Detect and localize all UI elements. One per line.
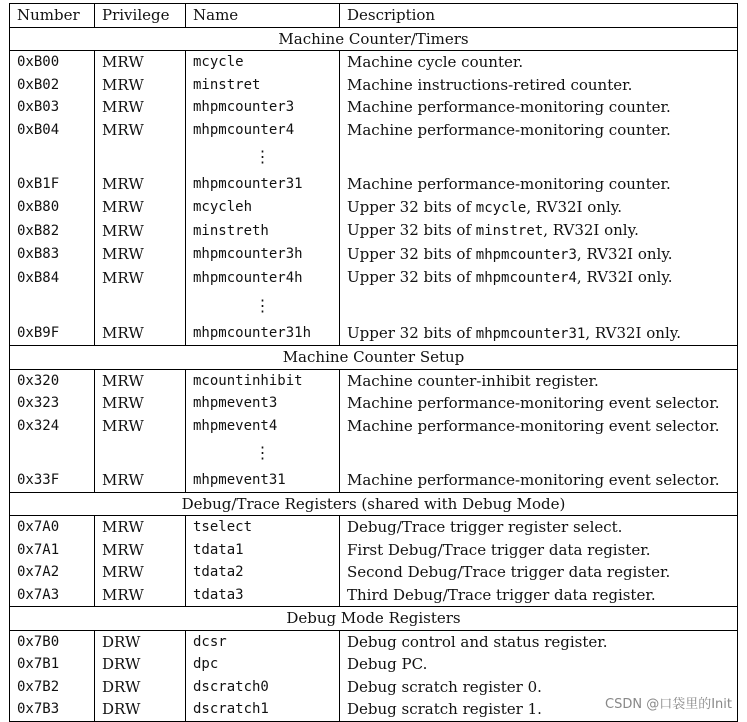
cell-description: Debug PC. xyxy=(340,653,738,676)
cell-name: dcsr xyxy=(186,630,340,653)
cell-name: dscratch0 xyxy=(186,676,340,699)
cell-name: mhpmcounter31h xyxy=(186,322,340,346)
cell-number: 0x7A0 xyxy=(10,516,95,539)
ellipsis-row xyxy=(10,437,738,469)
cell-number: 0xB82 xyxy=(10,219,95,243)
cell-number: 0x7B0 xyxy=(10,630,95,653)
cell-number: 0xB80 xyxy=(10,196,95,220)
cell-privilege: MRW xyxy=(95,392,186,415)
empty-cell xyxy=(10,141,95,173)
section-title: Machine Counter/Timers xyxy=(10,27,738,51)
cell-name: dpc xyxy=(186,653,340,676)
table-row xyxy=(10,630,738,653)
description-code: mcycle xyxy=(475,199,527,216)
cell-number: 0x7B1 xyxy=(10,653,95,676)
cell-number: 0xB04 xyxy=(10,119,95,142)
cell-privilege: MRW xyxy=(95,243,186,267)
description-prefix: Upper 32 bits of xyxy=(347,221,476,239)
cell-number: 0xB84 xyxy=(10,266,95,290)
cell-privilege: MRW xyxy=(95,516,186,539)
empty-cell xyxy=(10,290,95,322)
description-code: mhpmcounter3 xyxy=(475,246,577,263)
cell-number: 0xB00 xyxy=(10,51,95,74)
section-title: Machine Counter Setup xyxy=(10,346,738,370)
cell-description: Debug control and status register. xyxy=(340,630,738,653)
cell-number: 0x7B2 xyxy=(10,676,95,699)
table-row xyxy=(10,322,738,346)
empty-cell xyxy=(340,437,738,469)
empty-cell xyxy=(95,141,186,173)
description-prefix: Upper 32 bits of xyxy=(347,197,476,216)
cell-privilege: DRW xyxy=(95,630,186,653)
cell-description: Debug scratch register 1. xyxy=(340,698,738,721)
cell-number: 0x323 xyxy=(10,392,95,415)
cell-privilege: MRW xyxy=(95,584,186,607)
description-suffix: , RV32I only. xyxy=(543,221,639,239)
section-header-row xyxy=(10,346,738,370)
table-row xyxy=(10,516,738,539)
cell-name: minstreth xyxy=(186,219,340,243)
csr-table-container xyxy=(9,3,737,722)
cell-name: mhpmevent31 xyxy=(186,469,340,492)
table-row xyxy=(10,74,738,97)
cell-number: 0x7A1 xyxy=(10,539,95,562)
cell-name: mhpmcounter4 xyxy=(186,119,340,142)
cell-name: dscratch1 xyxy=(186,698,340,721)
cell-description xyxy=(340,196,738,220)
csr-table xyxy=(9,3,738,722)
cell-name: tselect xyxy=(186,516,340,539)
cell-number: 0x7B3 xyxy=(10,698,95,721)
cell-privilege: MRW xyxy=(95,173,186,196)
table-row xyxy=(10,539,738,562)
cell-description xyxy=(340,266,738,290)
cell-description xyxy=(340,243,738,267)
vertical-ellipsis: ⋮ xyxy=(186,290,340,322)
cell-name: minstret xyxy=(186,74,340,97)
table-row xyxy=(10,415,738,438)
cell-description: Machine cycle counter. xyxy=(340,51,738,74)
cell-description: Machine performance-monitoring counter. xyxy=(340,96,738,119)
header-description: Description xyxy=(340,4,738,28)
cell-privilege: MRW xyxy=(95,74,186,97)
section-title: Debug/Trace Registers (shared with Debug Mode) xyxy=(10,492,738,516)
header-number: Number xyxy=(10,4,95,28)
cell-number: 0x33F xyxy=(10,469,95,492)
cell-name: mcycle xyxy=(186,51,340,74)
cell-number: 0x7A3 xyxy=(10,584,95,607)
cell-description xyxy=(340,322,738,346)
cell-privilege: MRW xyxy=(95,196,186,220)
description-suffix: , RV32I only. xyxy=(576,268,673,286)
cell-name: mhpmcounter3h xyxy=(186,243,340,267)
table-row xyxy=(10,119,738,142)
cell-privilege: MRW xyxy=(95,119,186,142)
cell-description: Third Debug/Trace trigger data register. xyxy=(340,584,738,607)
cell-privilege: MRW xyxy=(95,469,186,492)
cell-description: Machine counter-inhibit register. xyxy=(340,369,738,392)
cell-name: mhpmcounter4h xyxy=(186,266,340,290)
empty-cell xyxy=(95,437,186,469)
description-code: mhpmcounter4 xyxy=(475,270,577,286)
cell-description: Machine performance-monitoring event selector. xyxy=(340,469,738,492)
cell-description: Machine performance-monitoring event selector. xyxy=(340,415,738,438)
empty-cell xyxy=(340,141,738,173)
section-header-row xyxy=(10,607,738,631)
table-row xyxy=(10,584,738,607)
table-row xyxy=(10,469,738,492)
table-row xyxy=(10,561,738,584)
cell-privilege: MRW xyxy=(95,561,186,584)
cell-privilege: MRW xyxy=(95,539,186,562)
cell-privilege: DRW xyxy=(95,653,186,676)
section-header-row xyxy=(10,27,738,51)
cell-description: Debug scratch register 0. xyxy=(340,676,738,699)
table-row xyxy=(10,51,738,74)
empty-cell xyxy=(340,290,738,322)
table-header-row xyxy=(10,4,738,28)
cell-description: Machine performance-monitoring counter. xyxy=(340,173,738,196)
description-prefix: Upper 32 bits of xyxy=(347,244,476,263)
cell-name: mhpmcounter3 xyxy=(186,96,340,119)
cell-name: mhpmevent4 xyxy=(186,415,340,438)
cell-number: 0x320 xyxy=(10,369,95,392)
cell-description: Machine performance-monitoring event selector. xyxy=(340,392,738,415)
cell-name: mcountinhibit xyxy=(186,369,340,392)
vertical-ellipsis: ⋮ xyxy=(186,437,340,469)
cell-name: tdata3 xyxy=(186,584,340,607)
cell-privilege: MRW xyxy=(95,369,186,392)
cell-description xyxy=(340,219,738,243)
cell-number: 0xB02 xyxy=(10,74,95,97)
table-row xyxy=(10,196,738,220)
description-code: minstret xyxy=(475,223,544,239)
header-name: Name xyxy=(186,4,340,28)
table-row xyxy=(10,369,738,392)
cell-name: tdata1 xyxy=(186,539,340,562)
cell-number: 0x324 xyxy=(10,415,95,438)
table-row xyxy=(10,219,738,243)
empty-cell xyxy=(10,437,95,469)
vertical-ellipsis: ⋮ xyxy=(186,141,340,173)
cell-description: First Debug/Trace trigger data register. xyxy=(340,539,738,562)
table-row xyxy=(10,243,738,267)
table-row xyxy=(10,96,738,119)
section-header-row xyxy=(10,492,738,516)
cell-number: 0xB83 xyxy=(10,243,95,267)
cell-description: Debug/Trace trigger register select. xyxy=(340,516,738,539)
header-privilege: Privilege xyxy=(95,4,186,28)
cell-privilege: MRW xyxy=(95,51,186,74)
section-title: Debug Mode Registers xyxy=(10,607,738,631)
cell-number: 0xB1F xyxy=(10,173,95,196)
empty-cell xyxy=(95,290,186,322)
cell-privilege: MRW xyxy=(95,219,186,243)
cell-privilege: MRW xyxy=(95,322,186,346)
ellipsis-row xyxy=(10,290,738,322)
cell-privilege: DRW xyxy=(95,698,186,721)
cell-number: 0x7A2 xyxy=(10,561,95,584)
cell-name: mhpmcounter31 xyxy=(186,173,340,196)
table-row xyxy=(10,266,738,290)
watermark: CSDN @口袋里的Init xyxy=(602,693,735,712)
table-row xyxy=(10,653,738,676)
cell-number: 0xB9F xyxy=(10,322,95,346)
description-code: mhpmcounter31 xyxy=(475,325,586,342)
cell-privilege: DRW xyxy=(95,676,186,699)
cell-name: mcycleh xyxy=(186,196,340,220)
cell-description: Second Debug/Trace trigger data register. xyxy=(340,561,738,584)
cell-description: Machine performance-monitoring counter. xyxy=(340,119,738,142)
cell-name: tdata2 xyxy=(186,561,340,584)
cell-privilege: MRW xyxy=(95,96,186,119)
ellipsis-row xyxy=(10,141,738,173)
cell-description: Machine instructions-retired counter. xyxy=(340,74,738,97)
cell-number: 0xB03 xyxy=(10,96,95,119)
table-body xyxy=(10,27,738,721)
cell-privilege: MRW xyxy=(95,415,186,438)
table-row xyxy=(10,392,738,415)
description-suffix: , RV32I only. xyxy=(576,244,673,263)
cell-name: mhpmevent3 xyxy=(186,392,340,415)
cell-privilege: MRW xyxy=(95,266,186,290)
description-suffix: , RV32I only. xyxy=(585,323,681,342)
table-row xyxy=(10,173,738,196)
description-prefix: Upper 32 bits of xyxy=(347,323,476,342)
description-prefix: Upper 32 bits of xyxy=(347,268,476,286)
description-suffix: , RV32I only. xyxy=(526,197,622,216)
